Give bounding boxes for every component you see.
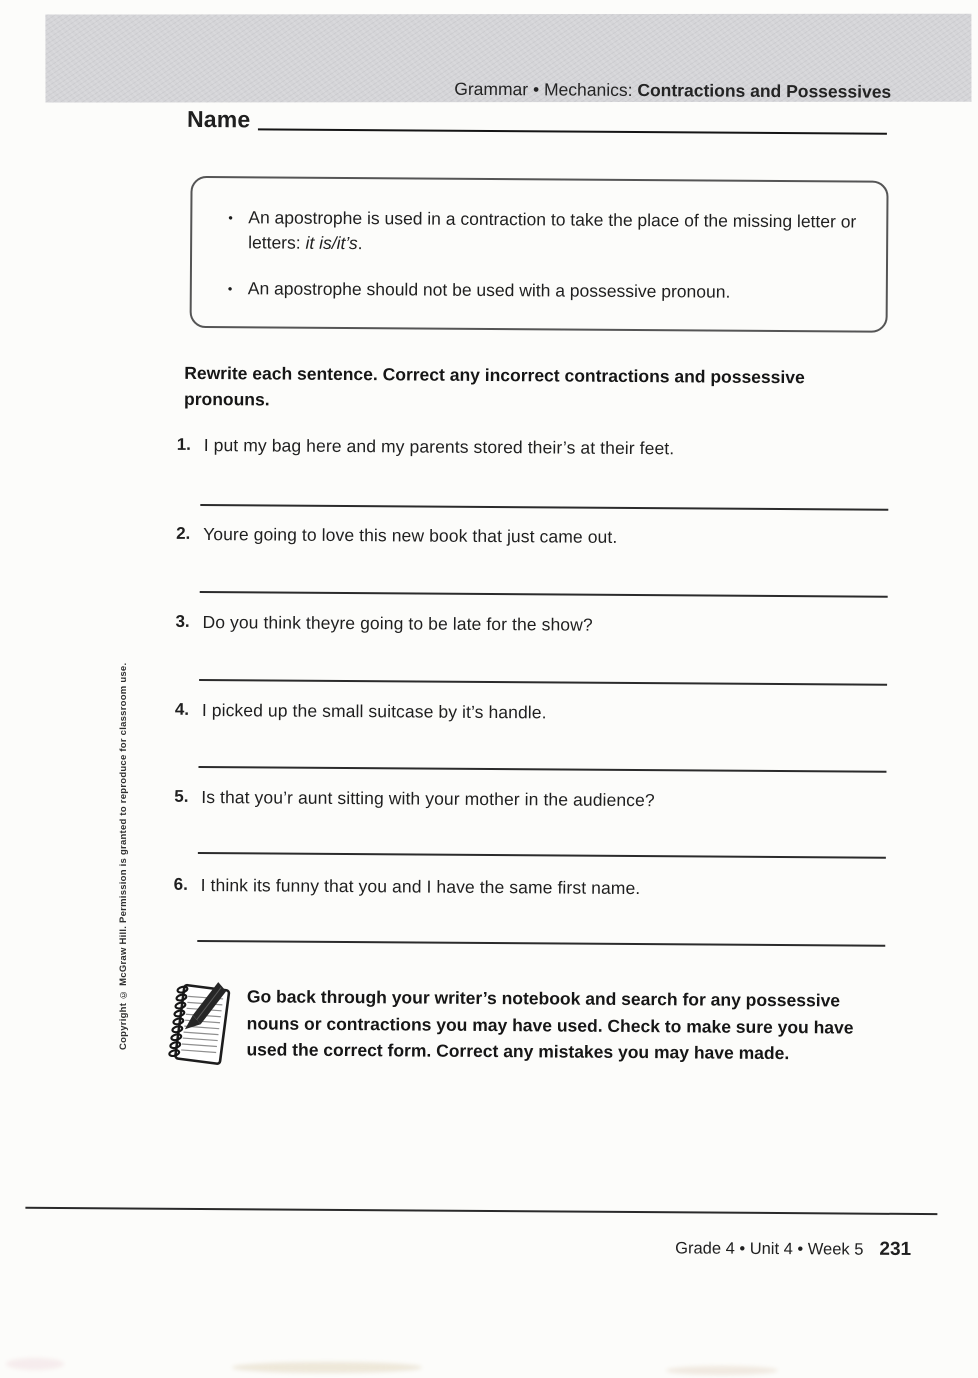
bullet-icon: •	[227, 280, 233, 296]
rule-1-post: .	[357, 232, 363, 253]
header-prefix: Grammar • Mechanics:	[454, 78, 638, 101]
exercise-item-1	[177, 435, 907, 461]
name-label: Name	[186, 105, 251, 133]
exercise-number: 5.	[174, 786, 189, 806]
name-row	[187, 104, 887, 138]
rule-1-pre: An apostrophe is used in a contraction to take the place of the missing letter or letters:	[248, 207, 857, 253]
exercise-sentence: Is that you’r aunt sitting with your mother in the audience?	[201, 786, 655, 811]
rule-1-italic: it is/it’s	[305, 232, 358, 253]
exercise-sentence: I think its funny that you and I have the same first name.	[200, 874, 641, 899]
exercise-sentence: I put my bag here and my parents stored their’s at their feet.	[203, 435, 675, 459]
activity-instructions: Go back through your writer’s notebook and search for any possessive nouns or contractions you may have used. Check to make sure you have used the correct form. Correct any mistakes you may have made.	[246, 986, 854, 1064]
grammar-rules-box	[190, 176, 889, 333]
bullet-icon: •	[228, 210, 233, 226]
notebook-pencil-icon	[162, 978, 235, 1071]
exercise-item-2	[176, 524, 906, 550]
footer-grade-unit-week: Grade 4 • Unit 4 • Week 5	[675, 1239, 864, 1259]
footer-rule	[25, 1207, 937, 1215]
name-blank-line	[258, 104, 887, 134]
exercise-number: 6.	[173, 874, 188, 894]
exercise-item-6	[174, 875, 904, 901]
answer-line-2	[200, 591, 888, 598]
directions-text: Rewrite each sentence. Correct any incorrect contractions and possessive pronouns.	[183, 362, 805, 410]
rule-bullet-2	[228, 276, 862, 305]
header-emphasis: Contractions and Possessives	[637, 80, 892, 102]
answer-line-4	[198, 766, 886, 773]
answer-line-3	[199, 679, 887, 686]
exercise-number: 4.	[174, 699, 190, 719]
rule-text-2	[248, 276, 731, 304]
copyright-sidebar-text: Copyright © McGraw Hill. Permission is granted to reproduce for classroom use.	[118, 662, 129, 1050]
scan-smudge	[232, 1362, 422, 1373]
rule-text-1	[248, 205, 862, 259]
page-header	[454, 79, 891, 103]
footer-page-number: 231	[879, 1238, 912, 1260]
answer-line-5	[198, 852, 886, 859]
exercise-sentence: Youre going to love this new book that just came out.	[203, 524, 618, 547]
rule-bullet-1	[228, 205, 862, 259]
exercise-number: 2.	[176, 523, 191, 543]
scan-smudge	[666, 1366, 778, 1375]
exercise-item-5	[174, 787, 904, 813]
exercise-sentence: Do you think theyre going to be late for the show?	[202, 612, 593, 635]
answer-line-1	[200, 504, 888, 511]
exercise-item-4	[175, 700, 905, 726]
exercise-number: 3.	[175, 611, 190, 631]
answer-line-6	[197, 940, 885, 947]
footer	[675, 1237, 911, 1261]
exercise-item-3	[175, 612, 905, 638]
scan-smudge	[6, 1358, 64, 1370]
rule-2-pre: An apostrophe should not be used with a possessive pronoun.	[247, 277, 731, 302]
exercise-number: 1.	[176, 434, 191, 454]
exercise-sentence: I picked up the small suitcase by it’s handle.	[201, 699, 547, 723]
